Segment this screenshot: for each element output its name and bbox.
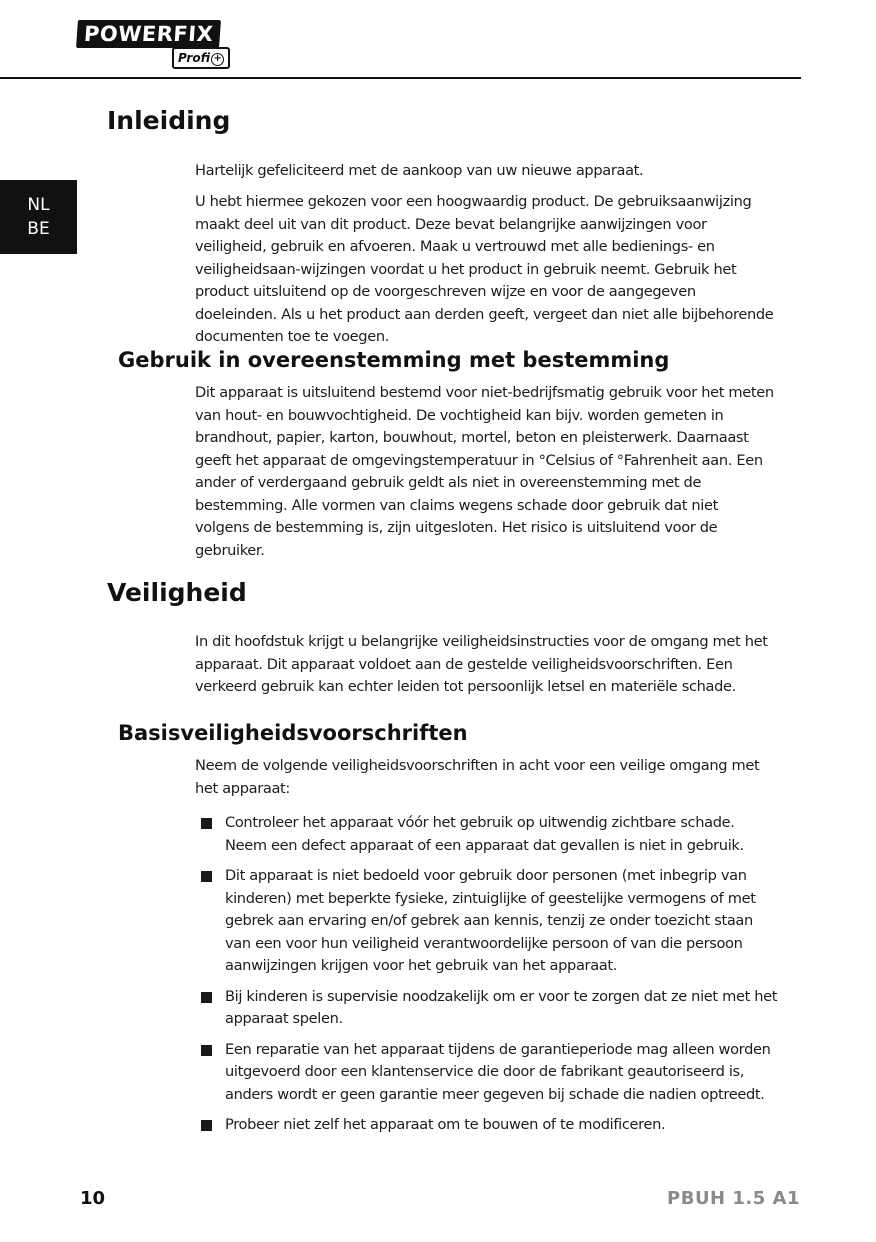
header-divider (0, 77, 801, 79)
list-item (198, 812, 778, 857)
bullet-square-icon (201, 1120, 212, 1131)
list-item (198, 865, 778, 978)
safety-paragraph: In dit hoofdstuk krijgt u belangrijke veiligheidsinstructies voor de omgang met het apparaat. Dit apparaat voldoet aan de gestelde veiligheidsvoorschriften. Een verkeerd gebruik kan echter leiden tot persoonlijk letsel en materiële schade. (195, 633, 768, 695)
intended-use-heading: Gebruik in overeenstemming met bestemming (118, 348, 670, 372)
basic-safety-paragraph: Neem de volgende veiligheidsvoorschriften in acht voor een veilige omgang met het apparaat: (195, 757, 760, 797)
intro-heading: Inleiding (107, 106, 231, 135)
brand-logo (77, 20, 237, 68)
bullet-square-icon (201, 992, 212, 1003)
list-item (198, 986, 778, 1031)
bullet-square-icon (201, 818, 212, 829)
safety-heading: Veiligheid (107, 578, 247, 607)
list-item-text: Een reparatie van het apparaat tijdens de garantieperiode mag alleen worden uitgevoerd door een klantenservice die door de fabrikant geautoriseerd is, anders wordt er geen garantie meer gegeven bij schade die nadien optreedt. (225, 1040, 771, 1103)
list-item-text: Probeer niet zelf het apparaat om te bouwen of te modificeren. (225, 1116, 666, 1133)
list-item-text: Dit apparaat is niet bedoeld voor gebruik door personen (met inbegrip van kinderen) met beperkte fysieke, zintuiglijke of geestelijke vermogens of met gebrek aan ervaring en/of gebrek aan kennis, tenzij ze onder toezicht staan van een voor hun veiligheid verantwoordelijke persoon of van die persoon aanwijzingen krijgen voor het gebruik van het apparaat. (225, 867, 756, 974)
safety-bullet-list (198, 812, 778, 1145)
country-code: BE (27, 219, 50, 239)
list-item (198, 1114, 778, 1137)
list-item (198, 1039, 778, 1107)
brand-name: POWERFIX (76, 20, 221, 48)
language-tab (0, 180, 77, 254)
model-number: PBUH 1.5 A1 (667, 1188, 800, 1209)
plus-icon: + (211, 53, 224, 66)
brand-sub-label: Profi (178, 51, 211, 65)
basic-safety-heading: Basisveiligheidsvoorschriften (118, 721, 468, 745)
list-item-text: Controleer het apparaat vóór het gebruik op uitwendig zichtbare schade. Neem een defect apparaat of een apparaat dat gevallen is niet in gebruik. (225, 814, 744, 854)
intro-paragraph-2: U hebt hiermee gekozen voor een hoogwaardig product. De gebruiksaanwijzing maakt deel uit van dit product. Deze bevat belangrijke aanwijzingen voor veiligheid, gebruik en afvoeren. Maak u vertrouwd met alle bedienings- en veiligheidsaan-wijzingen voordat u het product in gebruik neemt. Gebruik het product uitsluitend op de voorgeschreven wijze en voor de aangegeven doeleinden. Als u het product aan derden geeft, vergeet dan niet alle bijbehorende documenten toe te voegen. (195, 193, 774, 345)
intro-paragraph-1: Hartelijk gefeliciteerd met de aankoop van uw nieuwe apparaat. (195, 162, 644, 179)
page-number: 10 (80, 1188, 106, 1209)
bullet-square-icon (201, 871, 212, 882)
bullet-square-icon (201, 1045, 212, 1056)
intended-use-paragraph: Dit apparaat is uitsluitend bestemd voor niet-bedrijfsmatig gebruik voor het meten van hout- en bouwvochtigheid. De vochtigheid kan bijv. worden gemeten in brandhout, papier, karton, bouwhout, mortel, beton en pleisterwerk. Daarnaast geeft het apparaat de omgevingstemperatuur in °Celsius of °Fahrenheit aan. Een ander of verdergaand gebruik geldt als niet in overeenstemming met de bestemming. Alle vormen van claims wegens schade door gebruik dat niet volgens de bestemming is, zijn uitgesloten. Het risico is uitsluitend voor de gebruiker. (195, 384, 774, 559)
language-code: NL (27, 195, 50, 215)
brand-sub-badge (172, 47, 230, 69)
list-item-text: Bij kinderen is supervisie noodzakelijk om er voor te zorgen dat ze niet met het apparaat spelen. (225, 987, 778, 1027)
